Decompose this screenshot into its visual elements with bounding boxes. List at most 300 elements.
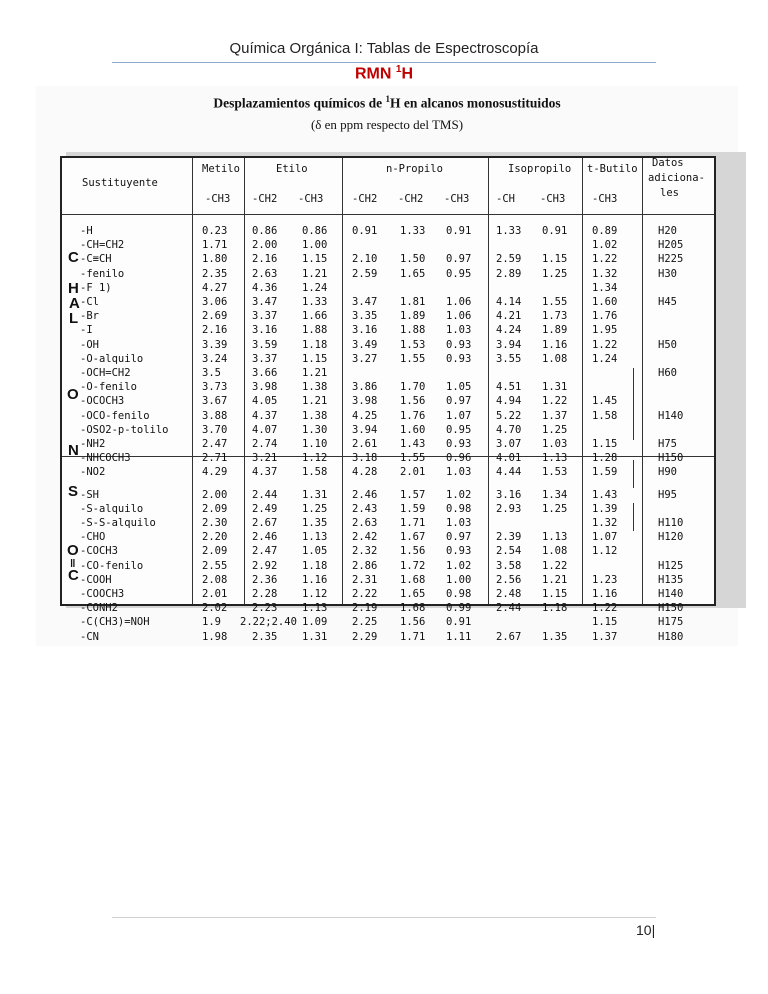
- etilo-ch3-cell: 1.58: [302, 466, 328, 479]
- butilo-ch3-cell: 1.22: [592, 253, 618, 266]
- etilo-ch2-cell: 2.00: [252, 239, 278, 252]
- etilo-ch3-cell: 1.38: [302, 381, 328, 394]
- propilo-ch3-cell: 0.93: [446, 545, 472, 558]
- substituent-cell: -C≡CH: [80, 253, 112, 266]
- isopropilo-ch3-cell: 1.16: [542, 338, 568, 351]
- isopropilo-ch3-cell: 1.22: [542, 395, 568, 408]
- subheader-isopropilo-ch3: -CH3: [540, 193, 566, 205]
- butilo-ch3-cell: 0.89: [592, 225, 618, 237]
- propilo-ch3-cell: 0.91: [446, 616, 472, 629]
- datos-cell: H135: [658, 573, 684, 586]
- propilo-ch2a-cell: 3.35: [352, 310, 378, 323]
- etilo-ch2-cell: 4.36: [252, 281, 278, 294]
- etilo-ch3-cell: 1.16: [302, 573, 328, 586]
- isopropilo-ch3-cell: 0.91: [542, 225, 568, 237]
- propilo-ch2b-cell: 1.56: [400, 395, 426, 408]
- isopropilo-ch-cell: 4.94: [496, 395, 522, 408]
- propilo-ch2b-cell: 1.33: [400, 225, 426, 237]
- datos-cell: H225: [658, 253, 684, 266]
- etilo-ch3-cell: 1.21: [302, 395, 328, 408]
- etilo-ch3-cell: 1.13: [302, 602, 328, 615]
- isopropilo-ch3-cell: 1.55: [542, 296, 568, 308]
- etilo-ch3-cell: 1.88: [302, 324, 328, 337]
- propilo-ch2b-cell: 1.65: [400, 267, 426, 280]
- butilo-ch3-cell: 1.22: [592, 338, 618, 351]
- isopropilo-ch-cell: 1.33: [496, 225, 522, 237]
- isopropilo-ch-cell: 4.14: [496, 296, 522, 308]
- etilo-ch2-cell: 3.59: [252, 338, 278, 351]
- metilo-ch3-cell: 2.08: [202, 573, 228, 586]
- isopropilo-ch-cell: 2.54: [496, 545, 522, 558]
- substituent-cell: -NO2: [80, 466, 106, 479]
- group-letter-c: C: [68, 249, 79, 266]
- header-divider: [112, 62, 656, 63]
- metilo-ch3-cell: 2.00: [202, 488, 228, 501]
- propilo-ch2a-cell: 4.25: [352, 409, 378, 422]
- isopropilo-ch3-cell: 1.21: [542, 573, 568, 586]
- butilo-ch3-cell: 1.02: [592, 239, 618, 252]
- propilo-ch2a-cell: 2.59: [352, 267, 378, 280]
- propilo-ch2a-cell: 2.10: [352, 253, 378, 266]
- bracket: [628, 503, 634, 531]
- isopropilo-ch3-cell: 1.22: [542, 559, 568, 572]
- etilo-ch3-cell: 1.18: [302, 559, 328, 572]
- substituent-cell: -OH: [80, 338, 99, 351]
- isopropilo-ch3-cell: 1.08: [542, 352, 568, 365]
- datos-cell: H30: [658, 267, 677, 280]
- isopropilo-ch-cell: 2.59: [496, 253, 522, 266]
- propilo-ch2a-cell: 2.86: [352, 559, 378, 572]
- subheader-propilo-ch3: -CH3: [444, 193, 470, 205]
- group-letter-c2: C: [68, 567, 79, 584]
- propilo-ch3-cell: 0.93: [446, 352, 472, 365]
- document-title-suffix: H en alcanos monosustituidos: [389, 95, 561, 111]
- isopropilo-ch3-cell: 1.13: [542, 452, 568, 465]
- metilo-ch3-cell: 2.09: [202, 545, 228, 558]
- etilo-ch3-cell: 1.31: [302, 488, 328, 501]
- isopropilo-ch3-cell: 1.89: [542, 324, 568, 337]
- propilo-ch2a-cell: 2.19: [352, 602, 378, 615]
- subheader-metilo-ch3: -CH3: [205, 193, 231, 205]
- butilo-ch3-cell: 1.59: [592, 466, 618, 479]
- etilo-ch3-cell: 1.09: [302, 616, 328, 629]
- etilo-ch2-cell: 2.23: [252, 602, 278, 615]
- etilo-ch2-cell: 3.66: [252, 367, 278, 379]
- isopropilo-ch-cell: 2.56: [496, 573, 522, 586]
- metilo-ch3-cell: 2.09: [202, 502, 228, 515]
- metilo-ch3-cell: 3.67: [202, 395, 228, 408]
- propilo-ch3-cell: 1.02: [446, 488, 472, 501]
- propilo-ch2b-cell: 1.76: [400, 409, 426, 422]
- propilo-ch3-cell: 0.97: [446, 531, 472, 544]
- metilo-ch3-cell: 3.06: [202, 296, 228, 308]
- propilo-ch2b-cell: 1.67: [400, 531, 426, 544]
- isopropilo-ch3-cell: 1.03: [542, 438, 568, 450]
- propilo-ch3-cell: 0.99: [446, 602, 472, 615]
- datos-cell: H120: [658, 531, 684, 544]
- metilo-ch3-cell: 2.20: [202, 531, 228, 544]
- datos-cell: H150: [658, 602, 684, 615]
- subheader-etilo-ch3: -CH3: [298, 193, 324, 205]
- butilo-ch3-cell: 1.12: [592, 545, 618, 558]
- header-separator: [62, 214, 714, 215]
- propilo-ch2b-cell: 1.70: [400, 381, 426, 394]
- metilo-ch3-cell: 0.23: [202, 225, 228, 237]
- isopropilo-ch-cell: 2.48: [496, 588, 522, 600]
- propilo-ch2a-cell: 2.46: [352, 488, 378, 501]
- isopropilo-ch3-cell: 1.34: [542, 488, 568, 501]
- group-letter-h: H: [68, 280, 79, 297]
- datos-cell: H95: [658, 488, 677, 501]
- propilo-ch2b-cell: 1.68: [400, 573, 426, 586]
- bracket: [628, 460, 634, 488]
- page-header: Química Orgánica I: Tablas de Espectroscopía: [229, 40, 539, 57]
- etilo-ch3-cell: 1.05: [302, 545, 328, 558]
- isopropilo-ch-cell: 4.24: [496, 324, 522, 337]
- datos-cell: H150: [658, 452, 684, 465]
- etilo-ch2-cell: 2.16: [252, 253, 278, 266]
- etilo-ch2-cell: 3.16: [252, 324, 278, 337]
- propilo-ch3-cell: 0.91: [446, 225, 472, 237]
- isopropilo-ch-cell: 2.89: [496, 267, 522, 280]
- propilo-ch2a-cell: 0.91: [352, 225, 378, 237]
- propilo-ch2b-cell: 2.01: [400, 466, 426, 479]
- substituent-cell: -COCH3: [80, 545, 118, 558]
- isopropilo-ch-cell: 3.94: [496, 338, 522, 351]
- propilo-ch2a-cell: 3.98: [352, 395, 378, 408]
- propilo-ch3-cell: 1.07: [446, 409, 472, 422]
- etilo-ch2-cell: 4.05: [252, 395, 278, 408]
- propilo-ch3-cell: 1.02: [446, 559, 472, 572]
- propilo-ch2a-cell: 3.18: [352, 452, 378, 465]
- propilo-ch3-cell: 1.05: [446, 381, 472, 394]
- propilo-ch2b-cell: 1.89: [400, 310, 426, 323]
- propilo-ch2b-cell: 1.57: [400, 488, 426, 501]
- etilo-ch3-cell: 1.12: [302, 452, 328, 465]
- metilo-ch3-cell: 2.16: [202, 324, 228, 337]
- datos-cell: H90: [658, 466, 677, 479]
- isopropilo-ch3-cell: 1.15: [542, 253, 568, 266]
- substituent-cell: -SH: [80, 488, 99, 501]
- propilo-ch3-cell: 1.03: [446, 466, 472, 479]
- subheader-propilo-ch2a: -CH2: [352, 193, 378, 205]
- datos-cell: H140: [658, 588, 684, 600]
- propilo-ch3-cell: 0.98: [446, 502, 472, 515]
- isopropilo-ch-cell: 2.67: [496, 630, 522, 643]
- etilo-ch3-cell: 1.31: [302, 630, 328, 643]
- substituent-cell: -S-alquilo: [80, 502, 144, 515]
- isopropilo-ch3-cell: 1.25: [542, 423, 568, 436]
- butilo-ch3-cell: 1.22: [592, 602, 618, 615]
- propilo-ch2a-cell: 2.31: [352, 573, 378, 586]
- etilo-ch3-cell: 1.10: [302, 438, 328, 450]
- etilo-ch2-cell: 2.67: [252, 517, 278, 529]
- metilo-ch3-cell: 4.29: [202, 466, 228, 479]
- substituent-cell: -CO-fenilo: [80, 559, 144, 572]
- subheader-propilo-ch2b: -CH2: [398, 193, 424, 205]
- propilo-ch2b-cell: 1.50: [400, 253, 426, 266]
- substituent-cell: -CH=CH2: [80, 239, 125, 252]
- propilo-ch2a-cell: 2.32: [352, 545, 378, 558]
- substituent-cell: -OCOCH3: [80, 395, 125, 408]
- propilo-ch2a-cell: 2.63: [352, 517, 378, 529]
- col-divider: [192, 158, 193, 604]
- bracket: [628, 368, 634, 412]
- etilo-ch3-cell: 1.21: [302, 267, 328, 280]
- propilo-ch3-cell: 0.95: [446, 423, 472, 436]
- substituent-cell: -Cl: [80, 296, 99, 308]
- metilo-ch3-cell: 1.9: [202, 616, 221, 629]
- etilo-ch2-cell: 3.21: [252, 452, 278, 465]
- etilo-ch2-cell: 4.37: [252, 409, 278, 422]
- etilo-ch2-cell: 3.47: [252, 296, 278, 308]
- etilo-ch3-cell: 1.33: [302, 296, 328, 308]
- propilo-ch2b-cell: 1.43: [400, 438, 426, 450]
- isopropilo-ch-cell: 2.39: [496, 531, 522, 544]
- metilo-ch3-cell: 2.69: [202, 310, 228, 323]
- etilo-ch2-cell: 3.37: [252, 352, 278, 365]
- document-subtitle: (δ en ppm respecto del TMS): [310, 117, 464, 132]
- etilo-ch2-cell: 0.86: [252, 225, 278, 237]
- propilo-ch2b-cell: 1.88: [400, 324, 426, 337]
- propilo-ch2b-cell: 1.56: [400, 616, 426, 629]
- butilo-ch3-cell: 1.15: [592, 616, 618, 629]
- propilo-ch2b-cell: 1.60: [400, 423, 426, 436]
- isopropilo-ch3-cell: 1.15: [542, 588, 568, 600]
- header-metilo: Metilo: [202, 163, 240, 175]
- propilo-ch3-cell: 0.97: [446, 395, 472, 408]
- etilo-ch2-cell: 2.74: [252, 438, 278, 450]
- propilo-ch3-cell: 0.97: [446, 253, 472, 266]
- header-datos-2: adiciona-: [648, 172, 705, 184]
- substituent-cell: -F 1): [80, 281, 112, 294]
- datos-cell: H110: [658, 517, 684, 529]
- propilo-ch2a-cell: 3.47: [352, 296, 378, 308]
- col-divider: [582, 158, 583, 604]
- metilo-ch3-cell: 2.30: [202, 517, 228, 529]
- substituent-cell: -CHO: [80, 531, 106, 544]
- propilo-ch3-cell: 1.06: [446, 296, 472, 308]
- propilo-ch3-cell: 0.96: [446, 452, 472, 465]
- substituent-cell: -OSO2-p-tolilo: [80, 423, 169, 436]
- etilo-ch2-cell: 4.07: [252, 423, 278, 436]
- etilo-ch3-cell: 1.66: [302, 310, 328, 323]
- isopropilo-ch3-cell: 1.08: [542, 545, 568, 558]
- etilo-ch3-cell: 1.24: [302, 281, 328, 294]
- datos-cell: H20: [658, 225, 677, 237]
- isopropilo-ch-cell: 4.21: [496, 310, 522, 323]
- substituent-cell: -I: [80, 324, 93, 337]
- metilo-ch3-cell: 2.71: [202, 452, 228, 465]
- etilo-ch3-cell: 1.35: [302, 517, 328, 529]
- document-title-sup: 1: [385, 94, 390, 104]
- butilo-ch3-cell: 1.37: [592, 630, 618, 643]
- isopropilo-ch3-cell: 1.25: [542, 267, 568, 280]
- isopropilo-ch-cell: 3.58: [496, 559, 522, 572]
- datos-cell: H140: [658, 409, 684, 422]
- datos-cell: H50: [658, 338, 677, 351]
- substituent-cell: -fenilo: [80, 267, 125, 280]
- isopropilo-ch-cell: 3.16: [496, 488, 522, 501]
- group-letter-o2: O: [67, 542, 79, 559]
- propilo-ch2b-cell: 1.68: [400, 602, 426, 615]
- isopropilo-ch3-cell: 1.31: [542, 381, 568, 394]
- butilo-ch3-cell: 1.60: [592, 296, 618, 308]
- metilo-ch3-cell: 2.35: [202, 267, 228, 280]
- isopropilo-ch3-cell: 1.53: [542, 466, 568, 479]
- isopropilo-ch3-cell: 1.37: [542, 409, 568, 422]
- etilo-ch3-cell: 1.12: [302, 588, 328, 600]
- etilo-ch2-cell: 2.63: [252, 267, 278, 280]
- etilo-ch3-cell: 1.15: [302, 253, 328, 266]
- isopropilo-ch3-cell: 1.73: [542, 310, 568, 323]
- group-letter-o: O: [67, 386, 79, 403]
- propilo-ch2a-cell: 2.42: [352, 531, 378, 544]
- datos-cell: H180: [658, 630, 684, 643]
- section-title-sup: 1: [395, 64, 402, 75]
- metilo-ch3-cell: 1.98: [202, 630, 228, 643]
- header-etilo: Etilo: [276, 163, 308, 175]
- propilo-ch3-cell: 0.93: [446, 438, 472, 450]
- butilo-ch3-cell: 1.16: [592, 588, 618, 600]
- propilo-ch3-cell: 1.11: [446, 630, 472, 643]
- col-divider: [642, 158, 643, 604]
- butilo-ch3-cell: 1.45: [592, 395, 618, 408]
- butilo-ch3-cell: 1.32: [592, 517, 618, 529]
- etilo-ch2-cell: 3.98: [252, 381, 278, 394]
- header-isopropilo: Isopropilo: [508, 163, 572, 175]
- datos-cell: H60: [658, 367, 677, 379]
- butilo-ch3-cell: 1.24: [592, 352, 618, 365]
- document-title: [36, 94, 738, 112]
- datos-cell: H175: [658, 616, 684, 629]
- col-divider: [342, 158, 343, 604]
- etilo-ch3-cell: 1.15: [302, 352, 328, 365]
- butilo-ch3-cell: 1.43: [592, 488, 618, 501]
- col-divider: [488, 158, 489, 604]
- metilo-ch3-cell: 1.80: [202, 253, 228, 266]
- group-letter-a: A: [69, 295, 80, 312]
- propilo-ch2b-cell: 1.81: [400, 296, 426, 308]
- propilo-ch3-cell: 0.93: [446, 338, 472, 351]
- page-number: 10|: [636, 922, 656, 938]
- metilo-ch3-cell: 2.01: [202, 588, 228, 600]
- propilo-ch3-cell: 1.00: [446, 573, 472, 586]
- butilo-ch3-cell: 1.76: [592, 310, 618, 323]
- footer-divider: [112, 917, 656, 918]
- substituent-cell: -O-fenilo: [80, 381, 137, 394]
- etilo-ch2-cell: 2.92: [252, 559, 278, 572]
- propilo-ch2a-cell: 4.28: [352, 466, 378, 479]
- isopropilo-ch3-cell: 1.35: [542, 630, 568, 643]
- metilo-ch3-cell: 3.24: [202, 352, 228, 365]
- propilo-ch2a-cell: 2.25: [352, 616, 378, 629]
- etilo-ch3-cell: 1.25: [302, 502, 328, 515]
- propilo-ch2b-cell: 1.65: [400, 588, 426, 600]
- metilo-ch3-cell: 3.5: [202, 367, 221, 379]
- document-title-prefix: Desplazamientos químicos de: [213, 95, 383, 111]
- header-datos-1: Datos: [652, 157, 684, 169]
- butilo-ch3-cell: 1.32: [592, 267, 618, 280]
- header-butilo: t-Butilo: [587, 163, 638, 175]
- isopropilo-ch-cell: 3.07: [496, 438, 522, 450]
- metilo-ch3-cell: 3.88: [202, 409, 228, 422]
- propilo-ch2b-cell: 1.71: [400, 630, 426, 643]
- isopropilo-ch-cell: 4.70: [496, 423, 522, 436]
- propilo-ch2b-cell: 1.56: [400, 545, 426, 558]
- etilo-ch2-cell: 2.22;2.40: [240, 616, 297, 629]
- etilo-ch2-cell: 2.49: [252, 502, 278, 515]
- butilo-ch3-cell: 1.95: [592, 324, 618, 337]
- metilo-ch3-cell: 3.70: [202, 423, 228, 436]
- butilo-ch3-cell: 1.28: [592, 452, 618, 465]
- isopropilo-ch-cell: 4.44: [496, 466, 522, 479]
- butilo-ch3-cell: 1.07: [592, 531, 618, 544]
- propilo-ch2a-cell: 3.27: [352, 352, 378, 365]
- propilo-ch2b-cell: 1.71: [400, 517, 426, 529]
- etilo-ch3-cell: 1.18: [302, 338, 328, 351]
- isopropilo-ch-cell: 2.44: [496, 602, 522, 615]
- etilo-ch2-cell: 3.37: [252, 310, 278, 323]
- etilo-ch2-cell: 2.35: [252, 630, 278, 643]
- isopropilo-ch3-cell: 1.25: [542, 502, 568, 515]
- group-letter-s: S: [68, 483, 79, 500]
- etilo-ch2-cell: 2.46: [252, 531, 278, 544]
- subheader-etilo-ch2: -CH2: [252, 193, 278, 205]
- metilo-ch3-cell: 2.02: [202, 602, 228, 615]
- propilo-ch2b-cell: 1.55: [400, 452, 426, 465]
- substituent-cell: -NH2: [80, 438, 106, 450]
- propilo-ch2a-cell: 3.16: [352, 324, 378, 337]
- propilo-ch2a-cell: 2.43: [352, 502, 378, 515]
- shift-table: [60, 156, 716, 643]
- metilo-ch3-cell: 4.27: [202, 281, 228, 294]
- substituent-cell: -CN: [80, 630, 99, 643]
- substituent-cell: -H: [80, 225, 93, 237]
- butilo-ch3-cell: 1.15: [592, 438, 618, 450]
- section-title-text: RMN: [354, 65, 392, 83]
- etilo-ch2-cell: 2.28: [252, 588, 278, 600]
- etilo-ch2-cell: 2.47: [252, 545, 278, 558]
- isopropilo-ch3-cell: 1.13: [542, 531, 568, 544]
- propilo-ch3-cell: 1.06: [446, 310, 472, 323]
- metilo-ch3-cell: 1.71: [202, 239, 228, 252]
- datos-cell: H45: [658, 296, 677, 308]
- isopropilo-ch3-cell: 1.18: [542, 602, 568, 615]
- propilo-ch2b-cell: 1.59: [400, 502, 426, 515]
- section-title: [0, 64, 768, 83]
- etilo-ch3-cell: 1.30: [302, 423, 328, 436]
- etilo-ch2-cell: 2.36: [252, 573, 278, 586]
- col-divider: [244, 158, 245, 604]
- substituent-cell: -CONH2: [80, 602, 118, 615]
- propilo-ch2a-cell: 2.29: [352, 630, 378, 643]
- etilo-ch2-cell: 2.44: [252, 488, 278, 501]
- scanned-table-image: [36, 86, 738, 646]
- header-propilo: n-Propilo: [386, 163, 443, 175]
- group-letter-n: N: [68, 442, 79, 459]
- propilo-ch3-cell: 1.03: [446, 324, 472, 337]
- butilo-ch3-cell: 1.58: [592, 409, 618, 422]
- metilo-ch3-cell: 2.47: [202, 438, 228, 450]
- double-bond-mark: ‖: [70, 558, 76, 570]
- propilo-ch2a-cell: 2.22: [352, 588, 378, 600]
- metilo-ch3-cell: 2.55: [202, 559, 228, 572]
- etilo-ch3-cell: 1.38: [302, 409, 328, 422]
- substituent-cell: -COOCH3: [80, 588, 125, 600]
- propilo-ch2b-cell: 1.53: [400, 338, 426, 351]
- propilo-ch2b-cell: 1.72: [400, 559, 426, 572]
